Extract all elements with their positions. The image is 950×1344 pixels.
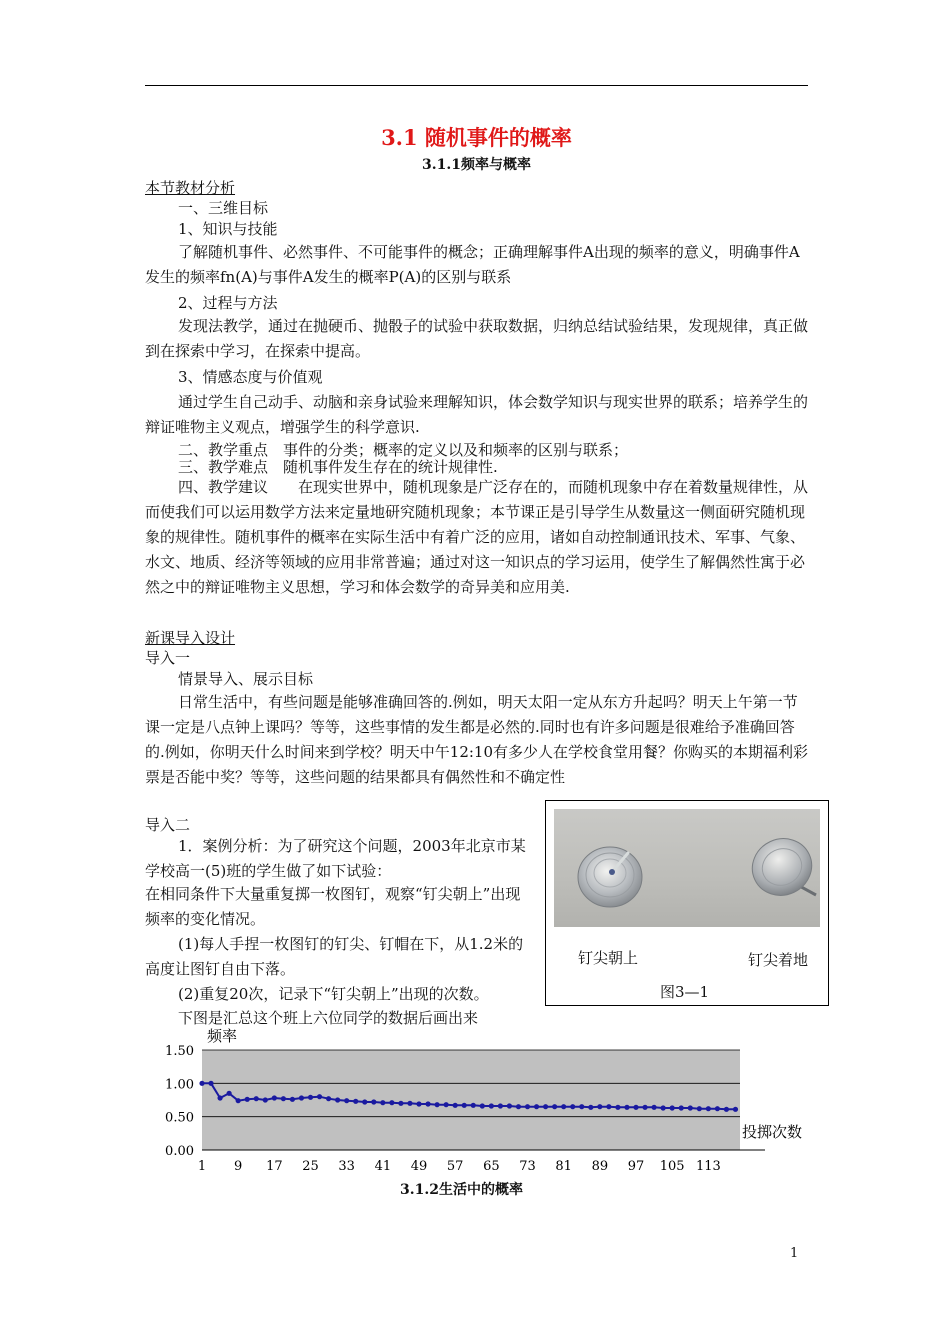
y-axis-label: 频率 <box>207 1027 238 1045</box>
paragraph-step-two: (2)重复20次，记录下“钉尖朝上”出现的次数。 <box>178 985 489 1003</box>
data-point <box>335 1097 340 1102</box>
heading-analysis: 本节教材分析 <box>145 179 236 197</box>
data-point <box>670 1105 675 1110</box>
x-tick-label: 89 <box>591 1159 609 1174</box>
data-point <box>371 1099 376 1104</box>
data-point <box>534 1104 539 1109</box>
label-tip-down: 钉尖着地 <box>748 951 809 969</box>
y-tick-label: 1.50 <box>165 1044 194 1059</box>
data-point <box>606 1104 611 1109</box>
data-point <box>272 1095 277 1100</box>
page-number: 1 <box>790 1246 799 1261</box>
data-point <box>380 1100 385 1105</box>
figure-caption: 图3—1 <box>660 983 710 1001</box>
data-point <box>299 1095 304 1100</box>
data-point <box>471 1103 476 1108</box>
x-axis-label: 投掷次数 <box>742 1123 803 1141</box>
data-point <box>308 1095 313 1100</box>
data-point <box>579 1104 584 1109</box>
x-tick-label: 73 <box>519 1159 536 1174</box>
paragraph-attitude: 通过学生自己动手、动脑和亲身试验来理解知识，体会数学知识与现实世界的联系；培养学生的辩证唯物主义观点，增强学生的科学意识. <box>145 393 809 436</box>
data-point <box>615 1105 620 1110</box>
x-tick-label: 9 <box>234 1159 243 1174</box>
data-point <box>633 1105 638 1110</box>
data-point <box>507 1103 512 1108</box>
heading-goals: 一、三维目标 <box>178 199 269 217</box>
data-point <box>706 1106 711 1111</box>
data-point <box>434 1102 439 1107</box>
x-tick-label: 113 <box>695 1159 721 1174</box>
data-point <box>597 1104 602 1109</box>
y-tick-label: 0.50 <box>165 1110 194 1126</box>
x-tick-label: 57 <box>446 1159 464 1174</box>
x-tick-label: 41 <box>374 1159 392 1174</box>
data-point <box>453 1103 458 1108</box>
data-point <box>462 1103 467 1108</box>
x-tick-label: 33 <box>338 1159 355 1174</box>
x-tick-label: 105 <box>659 1159 685 1174</box>
data-point <box>661 1105 666 1110</box>
data-point <box>389 1100 394 1105</box>
data-point <box>416 1101 421 1106</box>
paragraph-process: 发现法教学，通过在抛硬币、抛骰子的试验中获取数据，归纳总结试验结果，发现规律，真正做到在探索中学习，在探索中提高。 <box>145 317 809 360</box>
data-point <box>525 1104 530 1109</box>
figure-thumbtack <box>545 800 829 1006</box>
data-point <box>516 1104 521 1109</box>
data-point <box>679 1105 684 1110</box>
data-point <box>263 1097 268 1102</box>
data-point <box>407 1101 412 1106</box>
x-tick-label: 81 <box>555 1159 572 1174</box>
data-point <box>199 1081 204 1086</box>
section-subtitle: 3.1.1频率与概率 <box>422 157 531 173</box>
data-point <box>498 1103 503 1108</box>
paragraph-experiment: 在相同条件下大量重复掷一枚图钉，观察“钉尖朝上”出现频率的变化情况。 <box>145 885 521 928</box>
data-point <box>290 1097 295 1102</box>
x-tick-label: 97 <box>627 1159 645 1174</box>
data-point <box>697 1106 702 1111</box>
data-point <box>208 1081 213 1086</box>
data-point <box>344 1098 349 1103</box>
data-point <box>715 1106 720 1111</box>
page-title: 3.1 随机事件的概率 <box>381 125 572 150</box>
label-tip-up: 钉尖朝上 <box>578 949 639 967</box>
data-point <box>570 1104 575 1109</box>
x-tick-label: 49 <box>410 1159 428 1174</box>
data-point <box>588 1105 593 1110</box>
data-point <box>317 1094 322 1099</box>
y-tick-label: 0.00 <box>165 1144 194 1159</box>
paragraph-knowledge: 了解随机事件、必然事件、不可能事件的概念；正确理解事件A出现的频率的意义，明确事件A发生的频率fn(A)与事件A发生的概率P(A)的区别与联系 <box>145 243 800 286</box>
data-point <box>724 1107 729 1112</box>
data-point <box>652 1105 657 1110</box>
data-point <box>236 1098 241 1103</box>
heading-intro-design: 新课导入设计 <box>145 629 236 647</box>
thumbtack-photo <box>554 809 820 927</box>
data-point <box>254 1096 259 1101</box>
data-point <box>245 1097 250 1102</box>
teaching-key-points: 二、教学重点 事件的分类；概率的定义以及和频率的区别与联系； <box>178 441 629 459</box>
heading-knowledge: 1、知识与技能 <box>178 220 278 238</box>
teaching-difficulties: 三、教学难点 随机事件发生存在的统计规律性. <box>178 458 498 476</box>
data-point <box>227 1091 232 1096</box>
data-point <box>543 1104 548 1109</box>
x-tick-label: 17 <box>266 1159 283 1174</box>
data-point <box>480 1103 485 1108</box>
x-tick-label: 25 <box>302 1159 319 1174</box>
paragraph-suggestions: 四、教学建议 在现实世界中，随机现象是广泛存在的，而随机现象中存在着数量规律性，从而使我们可以运用数学方法来定量地研究随机现象；本节课正是引导学生从数量这一侧面研究随机现象的规律性。随机事件的概率在实际生活中有着广泛的应用，诸如自动控制通讯技术、军事、气象、水文、地质、经济等领域的应用非常普遍；通过对这一知识点的学习运用，使学生了解偶然性寓于必然之中的辩证唯物主义思想，学习和体会数学的奇异美和应用美. <box>145 478 809 596</box>
next-section-heading-cut <box>400 1180 560 1198</box>
data-point <box>552 1104 557 1109</box>
paragraph-scenario: 日常生活中，有些问题是能够准确回答的.例如，明天太阳一定从东方升起吗？明天上午第一节课一定是八点钟上课吗？等等，这些事情的发生都是必然的.同时也有许多问题是很难给予准确回答的.例如，你明天什么时间来到学校？明天中午12:10有多少人在学校食堂用餐？你购买的本期福利彩票是否能中奖？等等，这些问题的结果都具有偶然性和不确定性 <box>145 693 808 786</box>
thumbtack-illustration <box>554 809 820 927</box>
next-section-heading-text: 3.1.2生活中的概率 <box>400 1182 523 1198</box>
data-point <box>489 1103 494 1108</box>
y-tick-label: 1.00 <box>165 1077 194 1093</box>
x-tick-label: 1 <box>197 1159 207 1174</box>
paragraph-case: 1．案例分析：为了研究这个问题，2003年北京市某学校高一(5)班的学生做了如下试验： <box>145 837 526 880</box>
data-point <box>444 1102 449 1107</box>
data-point <box>688 1105 693 1110</box>
data-point <box>362 1099 367 1104</box>
top-rule <box>145 85 808 86</box>
data-point <box>624 1105 629 1110</box>
data-point <box>217 1095 222 1100</box>
data-point <box>642 1105 647 1110</box>
heading-attitude: 3、情感态度与价值观 <box>178 368 323 386</box>
data-point <box>326 1096 331 1101</box>
data-point <box>561 1104 566 1109</box>
data-point <box>425 1101 430 1106</box>
data-point <box>733 1107 738 1112</box>
heading-intro-one: 导入一 <box>145 649 191 667</box>
paragraph-step-one: (1)每人手捏一枚图钉的钉尖、钉帽在下，从1.2米的高度让图钉自由下落。 <box>145 935 524 978</box>
data-point <box>398 1101 403 1106</box>
heading-scenario: 情景导入、展示目标 <box>178 670 314 688</box>
paragraph-chart-intro: 下图是汇总这个班上六位同学的数据后画出来 <box>178 1009 479 1027</box>
data-point <box>281 1096 286 1101</box>
x-tick-label: 65 <box>483 1159 500 1174</box>
heading-process: 2、过程与方法 <box>178 294 278 312</box>
data-point <box>353 1099 358 1104</box>
heading-intro-two: 导入二 <box>145 816 191 834</box>
